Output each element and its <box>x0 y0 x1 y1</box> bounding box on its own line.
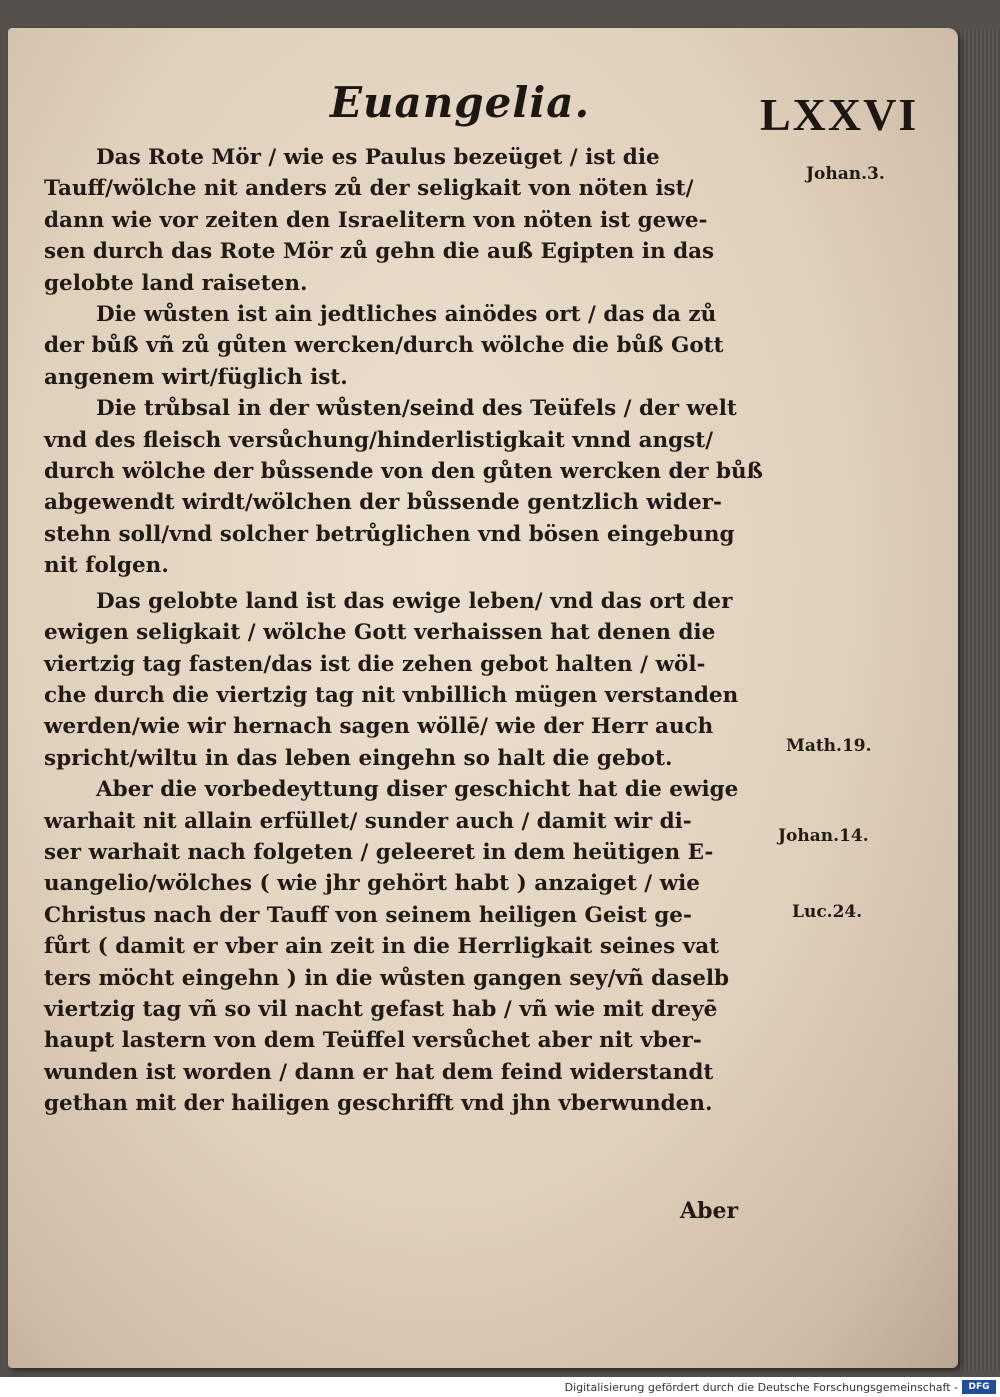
text-line: uangelio/wölches ( wie jhr gehört habt ) anzaiget / wie <box>44 871 700 897</box>
text-line: nit folgen. <box>44 553 169 579</box>
catchword: Aber <box>680 1198 739 1224</box>
text-line: dann wie vor zeiten den Israelitern von nöten ist gewe- <box>44 207 708 233</box>
text-line: spricht/wiltu in das leben eingehn so halt die gebot. <box>44 745 673 771</box>
text-line: fůrt ( damit er vber ain zeit in die Herrligkait seines vat <box>44 934 720 960</box>
text-line: angenem wirt/füglich ist. <box>44 364 348 390</box>
margin-note: Math.19. <box>786 736 872 756</box>
text-line: sen durch das Rote Mör zů gehn die auß Egipten in das <box>44 239 715 265</box>
text-line: Tauff/wölche nit anders zů der seligkait von nöten ist/ <box>44 176 694 202</box>
book-edge <box>958 30 1000 1370</box>
page-title: Euangelia. <box>330 78 591 127</box>
dfg-footer-text: Digitalisierung gefördert durch die Deutsche Forschungsgemeinschaft - <box>564 1381 958 1394</box>
text-line: Aber die vorbedeyttung diser geschicht hat die ewige <box>96 777 739 803</box>
text-line: gethan mit der hailigen geschrifft vnd jhn vberwunden. <box>44 1091 713 1117</box>
text-line: Die trůbsal in der wůsten/seind des Teüfels / der welt <box>96 396 737 422</box>
text-line: vnd des fleisch versůchung/hinderlistigkait vnnd angst/ <box>44 427 714 453</box>
text-line: ewigen seligkait / wölche Gott verhaissen hat denen die <box>44 620 716 646</box>
text-line: viertzig tag fasten/das ist die zehen gebot halten / wöl- <box>44 651 706 677</box>
margin-note: Johan.3. <box>806 164 885 184</box>
text-line: warhait nit allain erfüllet/ sunder auch / damit wir di- <box>44 808 692 834</box>
text-line: Christus nach der Tauff von seinem heiligen Geist ge- <box>44 902 692 928</box>
dfg-logo-icon: DFG <box>962 1380 996 1394</box>
text-line: wunden ist worden / dann er hat dem feind widerstandt <box>44 1059 714 1085</box>
text-line: haupt lastern von dem Teüffel versůchet aber nit vber- <box>44 1028 702 1054</box>
text-line: gelobte land raiseten. <box>44 270 308 296</box>
text-line: durch wölche der bůssende von den gůten wercken der bůß <box>44 459 764 485</box>
text-line: der bůß vñ zů gůten wercken/durch wölche die bůß Gott <box>44 333 724 359</box>
text-line: abgewendt wirdt/wölchen der bůssende gentzlich wider- <box>44 490 722 516</box>
text-line: werden/wie wir hernach sagen wöllē/ wie der Herr auch <box>44 714 714 740</box>
main-text <box>44 142 800 1120</box>
folio-number: LXXVI <box>760 89 919 140</box>
margin-note: Johan.14. <box>778 826 869 846</box>
text-line: Die wůsten ist ain jedtliches ainödes ort / das da zů <box>96 302 717 328</box>
text-line: ters möcht eingehn ) in die wůsten gangen sey/vñ daselb <box>44 965 730 991</box>
margin-note: Luc.24. <box>792 902 863 922</box>
text-line: Das gelobte land ist das ewige leben/ vnd das ort der <box>96 588 733 614</box>
text-line: che durch die viertzig tag nit vnbillich mügen verstanden <box>44 682 739 708</box>
text-line: Das Rote Mör / wie es Paulus bezeüget / ist die <box>96 145 660 170</box>
dfg-footer <box>0 1377 1000 1397</box>
text-line: stehn soll/vnd solcher betrůglichen vnd bösen eingebung <box>44 521 735 547</box>
text-line: ser warhait nach folgeten / geleeret in dem heütigen E- <box>44 839 714 865</box>
text-line: viertzig tag vñ so vil nacht gefast hab / vñ wie mit dreyē <box>44 996 718 1022</box>
